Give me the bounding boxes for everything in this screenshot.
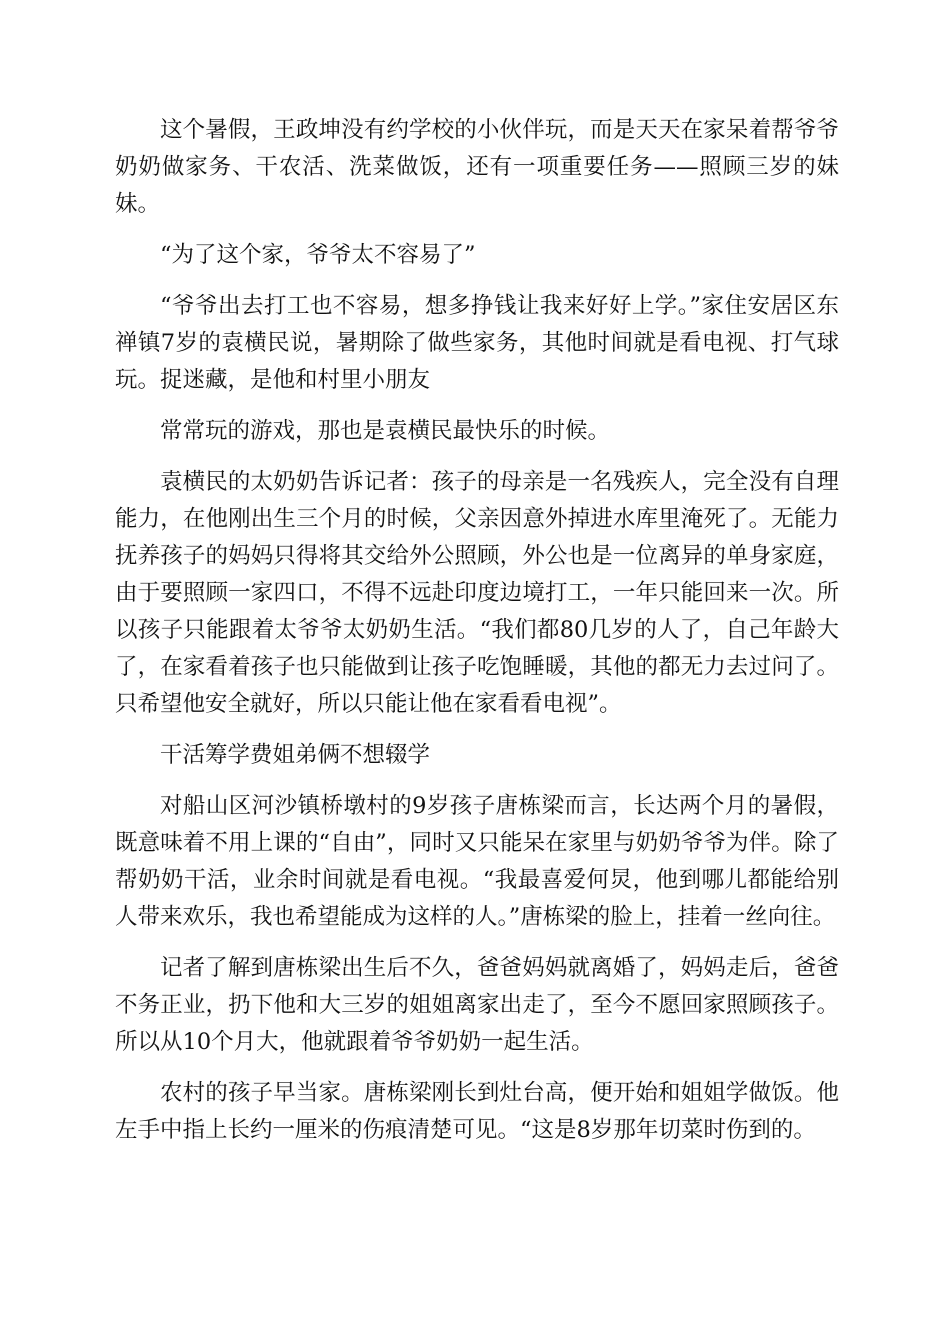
paragraph-great-grandmother: 袁横民的太奶奶告诉记者：孩子的母亲是一名残疾人，完全没有自理能力，在他刚出生三个月的时候，父亲因意外掉进水库里淹死了。无能力抚养孩子的妈妈只得将其交给外公照顾，外公也是一位离异的单身家庭，由于要照顾一家四口，不得不远赴印度边境打工，一年只能回来一次。所以孩子只能跟着太爷爷太奶奶生活。“我们都80几岁的人了，自己年龄大了，在家看着孩子也只能做到让孩子吃饱睡暖，其他的都无力去过问了。只希望他安全就好，所以只能让他在家看看电视”。: [115, 469, 839, 717]
paragraph-summer-intro: 这个暑假，王政坤没有约学校的小伙伴玩，而是天天在家呆着帮爷爷奶奶做家务、干农活、洗菜做饭，还有一项重要任务——照顾三岁的妹妹。: [115, 117, 839, 217]
article-body: [115, 112, 839, 1163]
section-heading-tuition: 干活筹学费姐弟俩不想辍学: [160, 742, 431, 768]
paragraph-hide-and-seek: 常常玩的游戏，那也是袁横民最快乐的时候。: [160, 418, 611, 444]
paragraph-tang-dongliang: 对船山区河沙镇桥墩村的9岁孩子唐栋梁而言，长达两个月的暑假，既意味着不用上课的“自由”，同时又只能呆在家里与奶奶爷爷为伴。除了帮奶奶干活，业余时间就是看电视。“我最喜爱何炅，他到哪儿都能给别人带来欢乐，我也希望能成为这样的人。”唐栋梁的脸上，挂着一丝向往。: [115, 793, 839, 930]
section-heading-grandpa: “为了这个家，爷爷太不容易了”: [160, 242, 476, 268]
paragraph-yuan-hengmin: “爷爷出去打工也不容易，想多挣钱让我来好好上学。”家住安居区东禅镇7岁的袁横民说，暑期除了做些家务，其他时间就是看电视、打气球玩。捉迷藏，是他和村里小朋友: [115, 293, 839, 393]
paragraph-parents-divorce: 记者了解到唐栋梁出生后不久，爸爸妈妈就离婚了，妈妈走后，爸爸不务正业，扔下他和大三岁的姐姐离家出走了，至今不愿回家照顾孩子。所以从10个月大，他就跟着爷爷奶奶一起生活。: [115, 955, 839, 1055]
paragraph-cooking-scar: 农村的孩子早当家。唐栋梁刚长到灶台高，便开始和姐姐学做饭。他左手中指上长约一厘米的伤痕清楚可见。“这是8岁那年切菜时伤到的。: [115, 1080, 839, 1143]
